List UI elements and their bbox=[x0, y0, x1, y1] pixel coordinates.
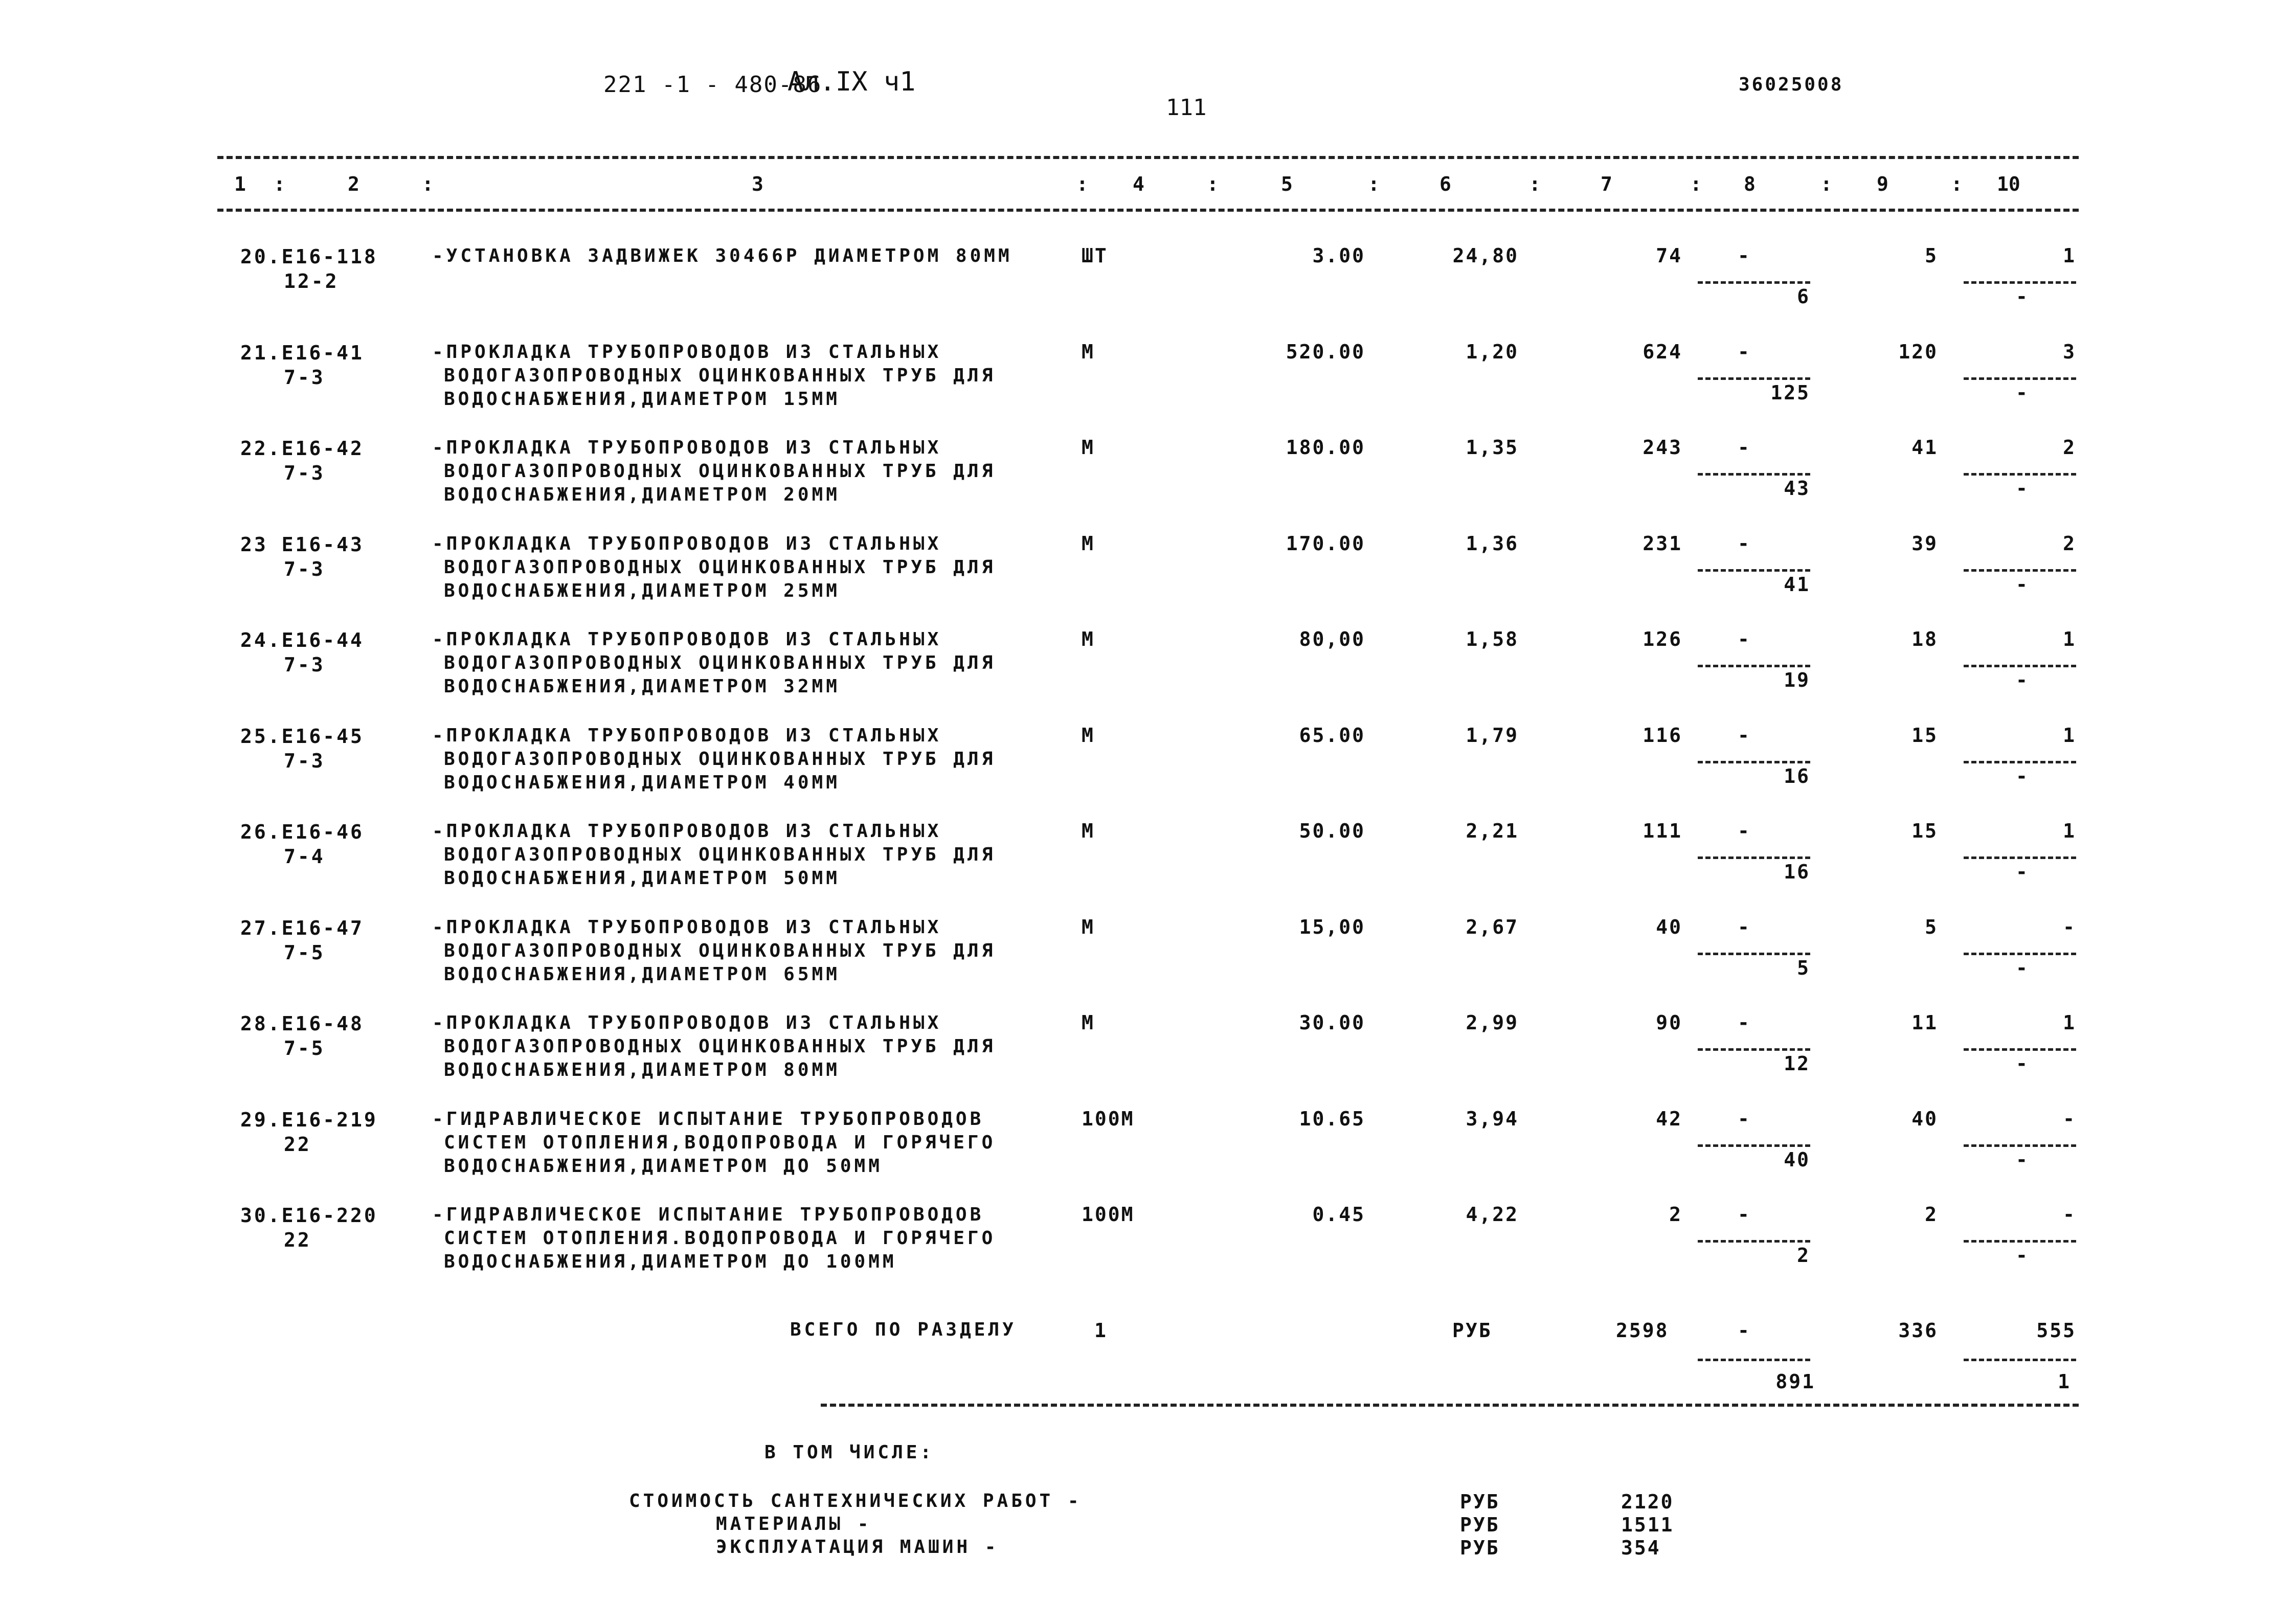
breakdown-value-2: 1511 bbox=[1621, 1514, 1674, 1536]
row-quantity: 80,00 bbox=[1299, 628, 1365, 650]
total-unit: РУБ bbox=[1452, 1319, 1492, 1342]
row-col9: 2 bbox=[1925, 1203, 1938, 1226]
breakdown-label-3: ЭКСПЛУАТАЦИЯ МАШИН - bbox=[716, 1537, 999, 1558]
row-unit: М bbox=[1082, 1011, 1095, 1034]
row-col8-rule bbox=[1698, 569, 1810, 572]
col-header-9: 9 bbox=[1877, 173, 1888, 195]
row-unit-price: 1,20 bbox=[1466, 341, 1519, 363]
row-number: 21.Е16-41 bbox=[240, 342, 364, 364]
row-number: 29.Е16-219 bbox=[240, 1109, 378, 1131]
row-unit: 100М bbox=[1082, 1203, 1135, 1226]
total-label: ВСЕГО ПО РАЗДЕЛУ bbox=[790, 1319, 1017, 1340]
row-col10-bottom: - bbox=[2016, 573, 2029, 596]
row-description-line: -ПРОКЛАДКА ТРУБОПРОВОДОВ ИЗ СТАЛЬНЫХ bbox=[432, 629, 942, 650]
row-description-line: ВОДОГАЗОПРОВОДНЫХ ОЦИНКОВАННЫХ ТРУБ ДЛЯ bbox=[444, 749, 996, 770]
row-col10-bottom: - bbox=[2016, 477, 2029, 500]
row-col8-rule bbox=[1698, 377, 1810, 380]
row-col8-bottom: 16 bbox=[1784, 861, 1810, 883]
row-col9: 5 bbox=[1925, 916, 1938, 938]
row-unit-price: 4,22 bbox=[1466, 1203, 1519, 1226]
row-description-line: -УСТАНОВКА ЗАДВИЖЕК 30466Р ДИАМЕТРОМ 80ММ bbox=[432, 245, 1012, 266]
row-price-ref: 7-4 bbox=[284, 845, 325, 868]
breakdown-unit-2: РУБ bbox=[1460, 1514, 1500, 1536]
row-unit: ШТ bbox=[1082, 244, 1108, 267]
row-description-line: ВОДОСНАБЖЕНИЯ,ДИАМЕТРОМ 32ММ bbox=[444, 676, 840, 697]
row-col10-rule bbox=[1964, 473, 2076, 476]
row-total: 90 bbox=[1656, 1011, 1682, 1034]
row-unit: 100М bbox=[1082, 1108, 1135, 1130]
col-header-10: 10 bbox=[1997, 173, 2020, 195]
row-number: 20.Е16-118 bbox=[240, 245, 378, 268]
row-quantity: 30.00 bbox=[1299, 1011, 1365, 1034]
row-price-ref: 7-3 bbox=[284, 653, 325, 676]
col-header-6: 6 bbox=[1439, 173, 1451, 195]
col-separator: : bbox=[1529, 173, 1541, 195]
breakdown-unit-3: РУБ bbox=[1460, 1537, 1500, 1559]
row-description-line: ВОДОСНАБЖЕНИЯ,ДИАМЕТРОМ ДО 50ММ bbox=[444, 1156, 883, 1177]
row-col10-bottom: - bbox=[2016, 957, 2029, 979]
row-col8-top: - bbox=[1738, 1011, 1751, 1034]
row-col8-top: - bbox=[1738, 436, 1751, 459]
col-header-3: 3 bbox=[752, 173, 763, 195]
col-separator: : bbox=[274, 173, 285, 195]
row-description-line: -ПРОКЛАДКА ТРУБОПРОВОДОВ ИЗ СТАЛЬНЫХ bbox=[432, 342, 942, 363]
row-col9: 40 bbox=[1911, 1108, 1938, 1130]
row-description-line: -ПРОКЛАДКА ТРУБОПРОВОДОВ ИЗ СТАЛЬНЫХ bbox=[432, 533, 942, 554]
row-description-line: ВОДОСНАБЖЕНИЯ,ДИАМЕТРОМ 20ММ bbox=[444, 484, 840, 505]
row-unit-price: 3,94 bbox=[1466, 1108, 1519, 1130]
row-unit-price: 2,99 bbox=[1466, 1011, 1519, 1034]
col-header-5: 5 bbox=[1281, 173, 1293, 195]
row-quantity: 3.00 bbox=[1312, 244, 1365, 267]
row-description-line: ВОДОСНАБЖЕНИЯ,ДИАМЕТРОМ 50ММ bbox=[444, 868, 840, 889]
row-description-line: -ПРОКЛАДКА ТРУБОПРОВОДОВ ИЗ СТАЛЬНЫХ bbox=[432, 1012, 942, 1033]
row-unit-price: 24,80 bbox=[1452, 244, 1519, 267]
row-col8-top: - bbox=[1738, 820, 1751, 842]
row-description-line: ВОДОГАЗОПРОВОДНЫХ ОЦИНКОВАННЫХ ТРУБ ДЛЯ bbox=[444, 557, 996, 578]
col-separator: : bbox=[1076, 173, 1088, 195]
row-col10-rule bbox=[1964, 953, 2076, 955]
row-unit: М bbox=[1082, 628, 1095, 650]
document-code: 221 -1 - 480-86 bbox=[603, 72, 822, 98]
row-description-line: ВОДОГАЗОПРОВОДНЫХ ОЦИНКОВАННЫХ ТРУБ ДЛЯ bbox=[444, 652, 996, 673]
row-col8-bottom: 16 bbox=[1784, 765, 1810, 787]
row-col9: 11 bbox=[1911, 1011, 1938, 1034]
row-unit-price: 2,21 bbox=[1466, 820, 1519, 842]
row-col8-rule bbox=[1698, 665, 1810, 667]
row-col10-top: 1 bbox=[2063, 628, 2076, 650]
row-description-line: ВОДОГАЗОПРОВОДНЫХ ОЦИНКОВАННЫХ ТРУБ ДЛЯ bbox=[444, 844, 996, 865]
row-col10-bottom: - bbox=[2016, 765, 2029, 787]
row-description-line: ВОДОГАЗОПРОВОДНЫХ ОЦИНКОВАННЫХ ТРУБ ДЛЯ bbox=[444, 940, 996, 961]
row-col8-rule bbox=[1698, 761, 1810, 763]
sheet-label: Ал.IX ч1 bbox=[788, 66, 916, 97]
row-col8-rule bbox=[1698, 1144, 1810, 1147]
row-description-line: ВОДОГАЗОПРОВОДНЫХ ОЦИНКОВАННЫХ ТРУБ ДЛЯ bbox=[444, 365, 996, 386]
row-description-line: -ПРОКЛАДКА ТРУБОПРОВОДОВ ИЗ СТАЛЬНЫХ bbox=[432, 725, 942, 746]
row-col10-bottom: - bbox=[2016, 861, 2029, 883]
row-total: 111 bbox=[1642, 820, 1682, 842]
row-quantity: 520.00 bbox=[1286, 341, 1365, 363]
breakdown-label-1: СТОИМОСТЬ САНТЕХНИЧЕСКИХ РАБОТ - bbox=[629, 1491, 1082, 1512]
row-col9: 15 bbox=[1911, 724, 1938, 747]
row-price-ref: 7-3 bbox=[284, 366, 325, 389]
row-col10-rule bbox=[1964, 1048, 2076, 1051]
row-col8-rule bbox=[1698, 473, 1810, 476]
row-col10-rule bbox=[1964, 856, 2076, 859]
page-number: 111 bbox=[1166, 95, 1207, 121]
row-col10-top: 2 bbox=[2063, 532, 2076, 555]
row-description-line: ВОДОГАЗОПРОВОДНЫХ ОЦИНКОВАННЫХ ТРУБ ДЛЯ bbox=[444, 461, 996, 482]
row-unit-price: 1,79 bbox=[1466, 724, 1519, 747]
total-col8-bottom: 891 bbox=[1775, 1370, 1815, 1393]
row-col9: 15 bbox=[1911, 820, 1938, 842]
row-total: 2 bbox=[1669, 1203, 1682, 1226]
row-col9: 41 bbox=[1911, 436, 1938, 459]
row-col8-bottom: 19 bbox=[1784, 669, 1810, 691]
total-count: 1 bbox=[1094, 1319, 1108, 1342]
row-col8-bottom: 2 bbox=[1797, 1244, 1810, 1267]
row-col8-top: - bbox=[1738, 341, 1751, 363]
row-col8-rule bbox=[1698, 856, 1810, 859]
row-quantity: 15,00 bbox=[1299, 916, 1365, 938]
row-price-ref: 7-3 bbox=[284, 462, 325, 484]
row-unit: М bbox=[1082, 916, 1095, 938]
row-col10-bottom: - bbox=[2016, 1148, 2029, 1171]
row-description-line: ВОДОГАЗОПРОВОДНЫХ ОЦИНКОВАННЫХ ТРУБ ДЛЯ bbox=[444, 1036, 996, 1057]
row-col8-top: - bbox=[1738, 532, 1751, 555]
row-col8-top: - bbox=[1738, 244, 1751, 267]
row-col10-top: 3 bbox=[2063, 341, 2076, 363]
row-quantity: 170.00 bbox=[1286, 532, 1365, 555]
row-number: 23 Е16-43 bbox=[240, 533, 364, 556]
document-number: 36025008 bbox=[1739, 74, 1844, 95]
row-price-ref: 12-2 bbox=[284, 270, 339, 292]
row-price-ref: 22 bbox=[284, 1133, 311, 1156]
row-col9: 18 bbox=[1911, 628, 1938, 650]
row-total: 624 bbox=[1642, 341, 1682, 363]
row-col8-top: - bbox=[1738, 1108, 1751, 1130]
row-col8-bottom: 5 bbox=[1797, 957, 1810, 979]
row-col10-bottom: - bbox=[2016, 1244, 2029, 1267]
row-unit-price: 2,67 bbox=[1466, 916, 1519, 938]
row-description-line: ВОДОСНАБЖЕНИЯ,ДИАМЕТРОМ ДО 100ММ bbox=[444, 1251, 897, 1272]
row-number: 22.Е16-42 bbox=[240, 437, 364, 460]
row-description-line: -ПРОКЛАДКА ТРУБОПРОВОДОВ ИЗ СТАЛЬНЫХ bbox=[432, 917, 942, 938]
row-total: 42 bbox=[1656, 1108, 1682, 1130]
row-col8-top: - bbox=[1738, 916, 1751, 938]
row-number: 25.Е16-45 bbox=[240, 725, 364, 748]
header-rule bbox=[217, 209, 2079, 212]
row-unit: М bbox=[1082, 724, 1095, 747]
col-header-8: 8 bbox=[1744, 173, 1756, 195]
row-total: 116 bbox=[1642, 724, 1682, 747]
row-price-ref: 7-5 bbox=[284, 941, 325, 964]
row-number: 28.Е16-48 bbox=[240, 1012, 364, 1035]
row-col8-rule bbox=[1698, 281, 1810, 284]
breakdown-value-1: 2120 bbox=[1621, 1491, 1674, 1513]
col-header-7: 7 bbox=[1601, 173, 1612, 195]
row-number: 26.Е16-46 bbox=[240, 821, 364, 843]
row-total: 243 bbox=[1642, 436, 1682, 459]
row-col10-rule bbox=[1964, 569, 2076, 572]
row-quantity: 0.45 bbox=[1312, 1203, 1365, 1226]
row-description-line: ВОДОСНАБЖЕНИЯ,ДИАМЕТРОМ 65ММ bbox=[444, 964, 840, 985]
row-unit-price: 1,35 bbox=[1466, 436, 1519, 459]
top-rule bbox=[217, 156, 2079, 159]
row-number: 27.Е16-47 bbox=[240, 917, 364, 939]
row-col10-top: 1 bbox=[2063, 724, 2076, 747]
row-price-ref: 7-3 bbox=[284, 750, 325, 772]
total-col8-top: - bbox=[1738, 1319, 1751, 1342]
col-separator: : bbox=[1820, 173, 1832, 195]
row-col8-top: - bbox=[1738, 628, 1751, 650]
row-col10-rule bbox=[1964, 281, 2076, 284]
row-col10-rule bbox=[1964, 665, 2076, 667]
row-description-line: -ПРОКЛАДКА ТРУБОПРОВОДОВ ИЗ СТАЛЬНЫХ bbox=[432, 821, 942, 842]
total-col8-rule bbox=[1698, 1359, 1810, 1361]
row-price-ref: 7-5 bbox=[284, 1037, 325, 1059]
col-separator: : bbox=[1690, 173, 1702, 195]
row-unit-price: 1,36 bbox=[1466, 532, 1519, 555]
row-unit: М bbox=[1082, 532, 1095, 555]
total-col9: 336 bbox=[1898, 1319, 1938, 1342]
row-col10-top: 1 bbox=[2063, 820, 2076, 842]
row-unit: М bbox=[1082, 341, 1095, 363]
row-col8-bottom: 12 bbox=[1784, 1052, 1810, 1075]
row-quantity: 180.00 bbox=[1286, 436, 1365, 459]
col-separator: : bbox=[1207, 173, 1219, 195]
row-col8-bottom: 41 bbox=[1784, 573, 1810, 596]
col-separator: : bbox=[422, 173, 434, 195]
total-col10-bottom: 1 bbox=[2058, 1370, 2071, 1393]
row-number: 30.Е16-220 bbox=[240, 1204, 378, 1227]
row-description-line: ВОДОСНАБЖЕНИЯ,ДИАМЕТРОМ 25ММ bbox=[444, 580, 840, 601]
row-col8-bottom: 125 bbox=[1770, 381, 1810, 404]
row-col10-rule bbox=[1964, 1144, 2076, 1147]
breakdown-value-3: 354 bbox=[1621, 1537, 1661, 1559]
total-rule bbox=[821, 1404, 2079, 1407]
total-sum: 2598 bbox=[1616, 1319, 1669, 1342]
row-unit: М bbox=[1082, 436, 1095, 459]
total-col10-rule bbox=[1964, 1359, 2076, 1361]
row-number: 24.Е16-44 bbox=[240, 629, 364, 651]
row-total: 40 bbox=[1656, 916, 1682, 938]
row-col10-top: - bbox=[2063, 1108, 2076, 1130]
row-description-line: СИСТЕМ ОТОПЛЕНИЯ,ВОДОПРОВОДА И ГОРЯЧЕГО bbox=[444, 1132, 996, 1153]
row-col10-bottom: - bbox=[2016, 285, 2029, 308]
row-col8-top: - bbox=[1738, 724, 1751, 747]
row-total: 231 bbox=[1642, 532, 1682, 555]
row-col10-bottom: - bbox=[2016, 669, 2029, 691]
breakdown-unit-1: РУБ bbox=[1460, 1491, 1500, 1513]
row-description-line: ВОДОСНАБЖЕНИЯ,ДИАМЕТРОМ 80ММ bbox=[444, 1059, 840, 1080]
col-header-4: 4 bbox=[1133, 173, 1144, 195]
row-col8-rule bbox=[1698, 1240, 1810, 1243]
row-col8-bottom: 43 bbox=[1784, 477, 1810, 500]
row-price-ref: 7-3 bbox=[284, 558, 325, 580]
row-description-line: -ПРОКЛАДКА ТРУБОПРОВОДОВ ИЗ СТАЛЬНЫХ bbox=[432, 437, 942, 458]
row-description-line: СИСТЕМ ОТОПЛЕНИЯ.ВОДОПРОВОДА И ГОРЯЧЕГО bbox=[444, 1228, 996, 1249]
row-quantity: 50.00 bbox=[1299, 820, 1365, 842]
row-col10-rule bbox=[1964, 377, 2076, 380]
row-col9: 5 bbox=[1925, 244, 1938, 267]
breakdown-label-2: МАТЕРИАЛЫ - bbox=[716, 1514, 872, 1535]
row-col8-bottom: 6 bbox=[1797, 285, 1810, 308]
row-col10-top: - bbox=[2063, 916, 2076, 938]
row-description-line: ВОДОСНАБЖЕНИЯ,ДИАМЕТРОМ 15ММ bbox=[444, 389, 840, 410]
row-col8-bottom: 40 bbox=[1784, 1148, 1810, 1171]
row-price-ref: 22 bbox=[284, 1229, 311, 1251]
row-quantity: 10.65 bbox=[1299, 1108, 1365, 1130]
total-col10-top: 555 bbox=[2036, 1319, 2076, 1342]
row-unit-price: 1,58 bbox=[1466, 628, 1519, 650]
row-col10-bottom: - bbox=[2016, 1052, 2029, 1075]
row-col10-top: 1 bbox=[2063, 244, 2076, 267]
col-header-2: 2 bbox=[348, 173, 359, 195]
row-description-line: -ГИДРАВЛИЧЕСКОЕ ИСПЫТАНИЕ ТРУБОПРОВОДОВ bbox=[432, 1204, 984, 1225]
row-col9: 39 bbox=[1911, 532, 1938, 555]
col-header-1: 1 bbox=[234, 173, 246, 195]
row-col10-top: 1 bbox=[2063, 1011, 2076, 1034]
row-unit: М bbox=[1082, 820, 1095, 842]
row-total: 74 bbox=[1656, 244, 1682, 267]
col-separator: : bbox=[1951, 173, 1963, 195]
breakdown-title: В ТОМ ЧИСЛЕ: bbox=[764, 1442, 935, 1463]
row-col8-rule bbox=[1698, 953, 1810, 955]
row-description-line: ВОДОСНАБЖЕНИЯ,ДИАМЕТРОМ 40ММ bbox=[444, 772, 840, 793]
row-col10-top: 2 bbox=[2063, 436, 2076, 459]
row-quantity: 65.00 bbox=[1299, 724, 1365, 747]
col-separator: : bbox=[1368, 173, 1380, 195]
row-col10-rule bbox=[1964, 761, 2076, 763]
row-col10-rule bbox=[1964, 1240, 2076, 1243]
row-description-line: -ГИДРАВЛИЧЕСКОЕ ИСПЫТАНИЕ ТРУБОПРОВОДОВ bbox=[432, 1109, 984, 1130]
row-col8-top: - bbox=[1738, 1203, 1751, 1226]
row-col10-top: - bbox=[2063, 1203, 2076, 1226]
row-total: 126 bbox=[1642, 628, 1682, 650]
row-col8-rule bbox=[1698, 1048, 1810, 1051]
row-col10-bottom: - bbox=[2016, 381, 2029, 404]
row-col9: 120 bbox=[1898, 341, 1938, 363]
